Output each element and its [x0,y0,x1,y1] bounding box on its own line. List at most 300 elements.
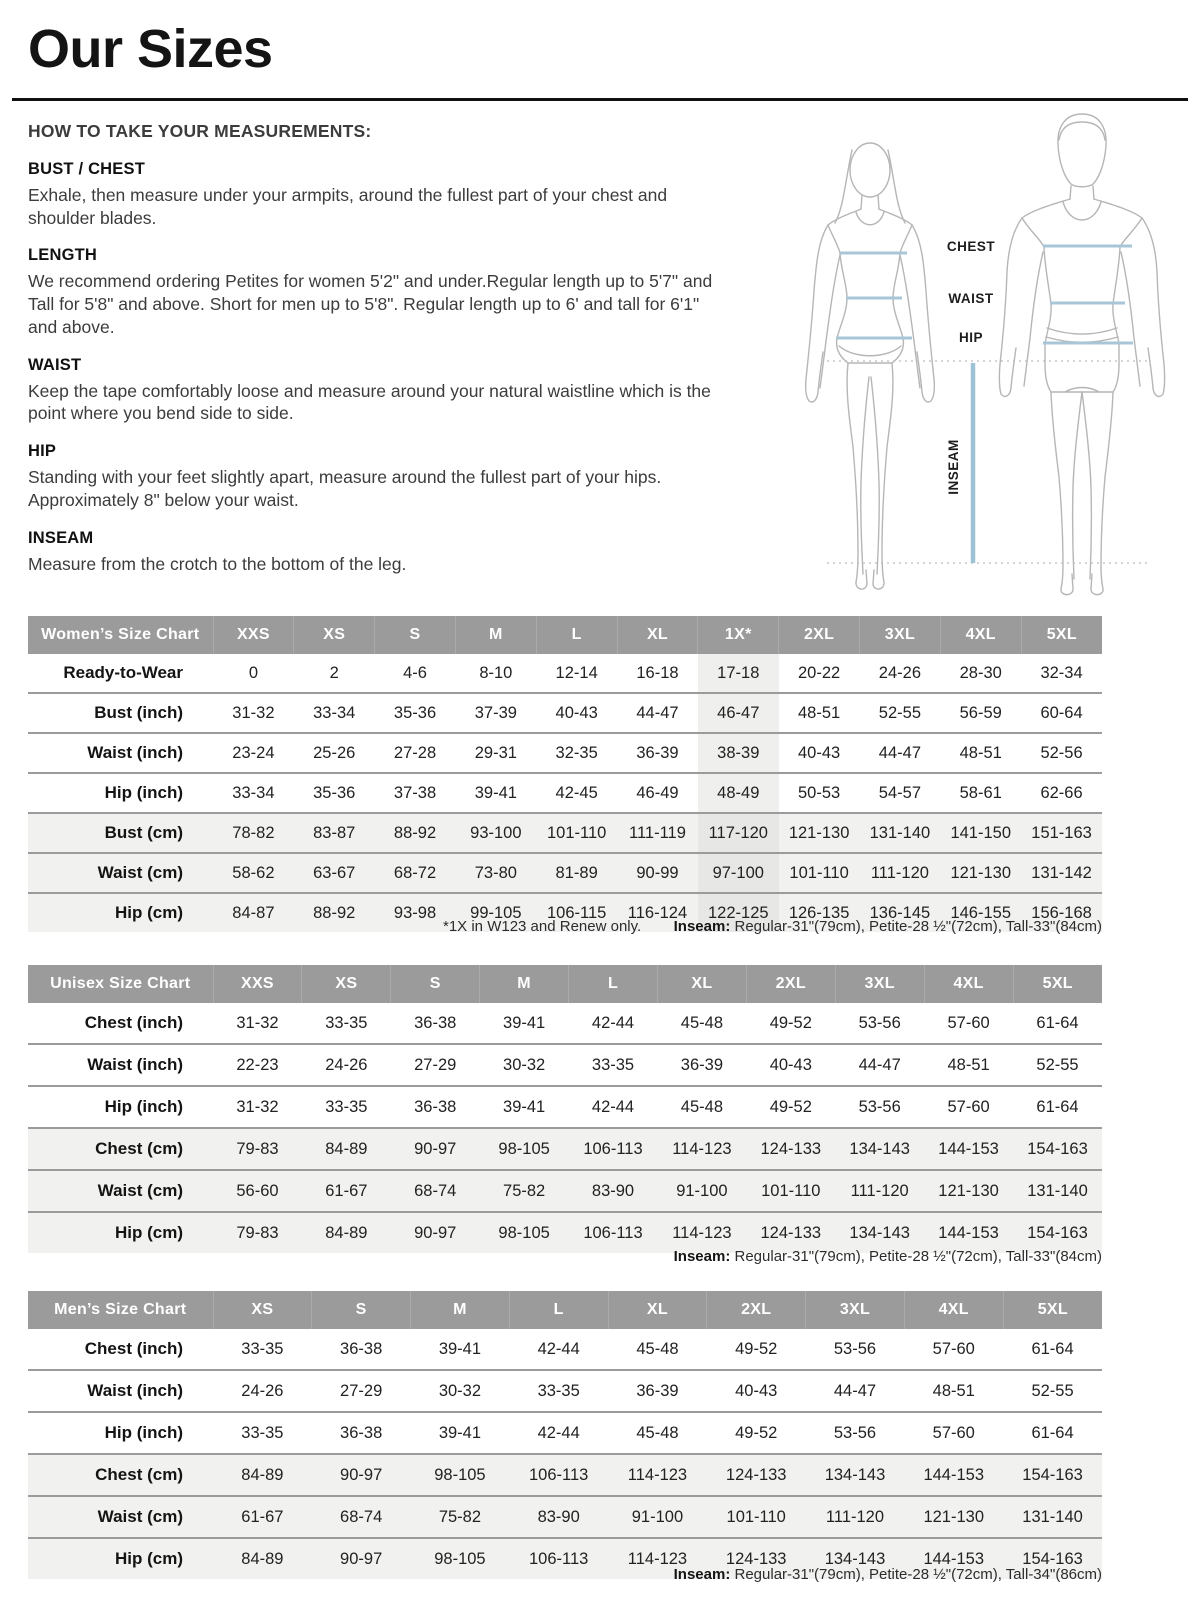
table-row [28,1329,1102,1370]
size-cell: 61-67 [213,1496,312,1538]
size-cell: 28-30 [959,663,1002,682]
size-cell: 111-120 [806,1496,905,1538]
row-label: Waist (inch) [28,733,213,773]
column-header: 4XL [924,965,1013,1003]
female-neck-left [861,195,862,209]
row-label: Hip (cm) [28,893,213,932]
size-cell: 33-35 [569,1044,658,1086]
size-cell: 31-32 [236,1013,279,1032]
size-cell: 53-56 [835,1086,924,1128]
size-cell: 93-100 [455,813,536,853]
size-cell: 24-26 [302,1044,391,1086]
table-row [28,813,1102,853]
size-cell: 131-140 [1013,1170,1102,1212]
row-label: Waist (cm) [28,1496,213,1538]
size-cell: 39-41 [480,1086,569,1128]
column-header: S [312,1291,411,1329]
size-cell: 53-56 [833,1339,877,1358]
section-body: Measure from the crotch to the bottom of the leg. [28,553,407,574]
size-cell: 63-67 [294,853,375,893]
womens-size-table [28,616,1102,932]
instructions-heading: HOW TO TAKE YOUR MEASUREMENTS: [28,121,372,141]
column-header: XS [213,1291,312,1329]
size-cell: 52-55 [1013,1044,1102,1086]
size-cell: 81-89 [536,853,617,893]
column-header: 3XL [835,965,924,1003]
size-cell: 20-22 [797,663,841,682]
female-torso [828,209,912,363]
size-cell: 42-44 [591,1013,635,1032]
size-cell: 33-34 [294,693,375,733]
section-body: Keep the tape comfortably loose and measure around your natural waistline which is the point where you bend side to side. [28,380,711,424]
size-cell: 42-44 [509,1412,608,1454]
size-cell: 58-61 [940,773,1021,813]
size-cell: 27-28 [375,733,456,773]
column-header: 3XL [860,616,941,654]
size-cell: 98-105 [480,1212,569,1253]
size-cell: 121-130 [904,1496,1003,1538]
female-leg-right-inner [871,377,879,574]
column-header: M [455,616,536,654]
size-cell: 31-32 [213,1086,302,1128]
size-cell: 99-105 [455,893,536,932]
column-header: XL [657,965,746,1003]
size-cell: 131-142 [1021,853,1102,893]
one-x-footnote: *1X in W123 and Renew only. [443,918,642,935]
column-header: M [411,1291,510,1329]
size-cell: 56-59 [940,693,1021,733]
column-header: XL [608,1291,707,1329]
size-cell: 124-133 [746,1212,835,1253]
size-cell: 78-82 [213,813,294,853]
table-row [28,1370,1102,1412]
size-cell: 33-35 [302,1086,391,1128]
size-cell: 37-39 [455,693,536,733]
size-cell: 27-29 [391,1044,480,1086]
size-cell: 48-49 [698,773,779,813]
table-row [28,1454,1102,1496]
size-cell: 116-124 [617,893,698,932]
size-cell: 90-97 [391,1128,480,1170]
size-cell: 114-123 [657,1128,746,1170]
size-cell: 25-26 [294,733,375,773]
size-cell: 146-155 [940,893,1021,932]
size-cell: 45-48 [680,1013,723,1032]
size-cell: 126-135 [779,893,860,932]
size-cell: 106-113 [569,1212,658,1253]
male-shorts-waist [1046,337,1118,342]
column-header: 5XL [1003,1291,1102,1329]
size-cell: 57-60 [932,1339,975,1358]
male-figure [999,114,1164,595]
size-cell: 91-100 [657,1170,746,1212]
column-header: XXS [213,965,302,1003]
size-cell: 144-153 [904,1538,1003,1579]
column-header: L [569,965,658,1003]
size-cell: 45-48 [657,1086,746,1128]
size-cell: 48-51 [940,733,1021,773]
size-cell: 33-34 [213,773,294,813]
size-cell: 4-6 [403,663,427,682]
size-cell: 49-52 [769,1013,812,1032]
row-label: Waist (inch) [28,1044,213,1086]
size-cell: 39-41 [503,1013,546,1032]
size-cell: 52-55 [1003,1370,1102,1412]
column-header: XS [294,616,375,654]
row-label: Chest (inch) [84,1339,183,1358]
size-cell: 57-60 [904,1412,1003,1454]
column-header: 4XL [904,1291,1003,1329]
section-body: Standing with your feet slightly apart, measure around the fullest part of your hips. Approximately 8" below your waist. [28,467,662,510]
size-cell: 32-35 [536,733,617,773]
table-header-row [28,616,1102,654]
size-cell: 134-143 [806,1454,905,1496]
size-cell: 73-80 [455,853,536,893]
size-cell: 106-113 [569,1128,658,1170]
size-cell: 2 [329,663,339,682]
section-body: We recommend ordering Petites for women 5'2" and under.Regular length up to 5'7" and Tall for 5'8" and above. Short for men up to 5'8". Regular length up to 6' and tall for 6'1" and above. [28,271,713,337]
inseam-footnote-label: Inseam: [673,1248,731,1265]
male-leg-right [1091,392,1113,595]
row-label: Hip (cm) [28,1538,213,1579]
size-cell: 83-90 [509,1496,608,1538]
size-cell: 44-47 [806,1370,905,1412]
row-label: Hip (cm) [28,1212,213,1253]
table-title: Women’s Size Chart [28,616,213,654]
male-neck-right [1093,186,1094,199]
size-cell: 48-51 [779,693,860,733]
size-cell: 53-56 [806,1412,905,1454]
size-cell: 90-97 [391,1212,480,1253]
size-cell: 83-87 [294,813,375,853]
size-cell: 124-133 [707,1538,806,1579]
table-row [28,1003,1102,1044]
row-label: Hip (inch) [28,1086,213,1128]
size-cell: 57-60 [947,1013,990,1032]
section-heading: BUST / CHEST [28,159,145,178]
column-header: 5XL [1013,965,1102,1003]
size-cell: 29-31 [455,733,536,773]
inseam-label: INSEAM [946,439,961,495]
size-cell: 75-82 [411,1496,510,1538]
row-label: Bust (inch) [28,693,213,733]
size-cell: 61-64 [1036,1013,1079,1032]
column-header: 2XL [779,616,860,654]
inseam-footnote-text: Regular-31"(79cm), Petite-28 ½"(72cm), Tall-34"(86cm) [730,1566,1102,1583]
size-cell: 106-113 [509,1538,608,1579]
size-cell: 114-123 [657,1212,746,1253]
size-cell: 36-39 [617,733,698,773]
row-label: Chest (inch) [84,1013,183,1032]
size-cell: 68-74 [312,1496,411,1538]
column-header: 2XL [746,965,835,1003]
table-row [28,654,1102,693]
size-cell: 144-153 [924,1212,1013,1253]
size-cell: 97-100 [698,853,779,893]
size-cell: 54-57 [860,773,941,813]
unisex-size-table [28,965,1102,1253]
size-cell: 40-43 [779,733,860,773]
female-leg-right [873,363,893,589]
inseam-footnote-label: Inseam: [673,918,731,935]
size-cell: 154-163 [1013,1128,1102,1170]
size-cell: 84-89 [302,1212,391,1253]
size-cell: 44-47 [617,693,698,733]
size-cell: 154-163 [1003,1454,1102,1496]
size-cell: 88-92 [294,893,375,932]
column-header: L [509,1291,608,1329]
row-label: Ready-to-Wear [63,663,183,682]
female-head [850,143,890,197]
table-row [28,1086,1102,1128]
row-label: Hip (inch) [28,773,213,813]
mens-size-chart [28,1291,1102,1579]
instruction-sections [28,160,728,576]
male-leg-right-inner [1082,392,1091,579]
size-cell: 79-83 [213,1128,302,1170]
size-cell: 57-60 [924,1086,1013,1128]
waist-label: WAIST [948,291,994,306]
inseam-footnote-label: Inseam: [673,1566,731,1583]
size-cell: 61-64 [1031,1339,1074,1358]
size-cell: 8-10 [479,663,513,682]
column-header: 2XL [707,1291,806,1329]
column-header: XXS [213,616,294,654]
size-cell: 53-56 [858,1013,901,1032]
size-cell: 61-64 [1003,1412,1102,1454]
size-cell: 88-92 [375,813,456,853]
row-label: Waist (cm) [28,853,213,893]
size-cell: 23-24 [213,733,294,773]
size-cell: 52-56 [1021,733,1102,773]
size-cell: 75-82 [480,1170,569,1212]
female-leg-left [847,363,867,589]
size-cell: 45-48 [636,1339,679,1358]
size-cell: 117-120 [698,813,779,853]
size-cell: 121-130 [779,813,860,853]
size-cell: 48-51 [924,1044,1013,1086]
size-cell: 45-48 [608,1412,707,1454]
column-header: 5XL [1021,616,1102,654]
size-cell: 52-55 [860,693,941,733]
size-cell: 40-43 [746,1044,835,1086]
hip-label: HIP [958,330,984,345]
table-row [28,1170,1102,1212]
size-cell: 90-97 [312,1538,411,1579]
section-heading: INSEAM [28,528,94,547]
female-neckline [856,212,884,225]
size-cell: 17-18 [698,654,779,693]
column-header: L [536,616,617,654]
size-cell: 30-32 [480,1044,569,1086]
size-cell: 154-163 [1013,1212,1102,1253]
female-hair-right [888,150,905,223]
size-cell: 50-53 [779,773,860,813]
size-cell: 40-43 [707,1370,806,1412]
size-cell: 0 [248,663,258,682]
inseam-footnote-text: Regular-31"(79cm), Petite-28 ½"(72cm), Tall-33"(84cm) [730,918,1102,935]
size-cell: 111-119 [617,813,698,853]
unisex-size-chart [28,965,1102,1253]
size-cell: 38-39 [698,733,779,773]
size-cell: 62-66 [1021,773,1102,813]
size-cell: 84-89 [213,1454,312,1496]
male-neck-left [1070,186,1071,199]
column-header: XL [617,616,698,654]
size-cell: 24-26 [213,1370,312,1412]
size-cell: 91-100 [608,1496,707,1538]
inseam-footnote [674,1248,1102,1265]
size-cell: 106-113 [509,1454,608,1496]
size-cell: 42-44 [537,1339,580,1358]
size-cell: 111-120 [835,1170,924,1212]
size-cell: 46-49 [617,773,698,813]
size-cell: 79-83 [213,1212,302,1253]
table-header-row [28,1291,1102,1329]
size-cell: 24-26 [878,663,921,682]
page-title: Our Sizes [28,19,273,79]
size-cell: 144-153 [924,1128,1013,1170]
size-cell: 36-39 [657,1044,746,1086]
female-neck-right [878,195,879,209]
column-header: XS [302,965,391,1003]
size-cell: 22-23 [213,1044,302,1086]
size-cell: 56-60 [213,1170,302,1212]
mens-footnotes [28,1566,1102,1583]
table-title: Unisex Size Chart [28,965,213,1003]
size-cell: 68-72 [375,853,456,893]
size-cell: 98-105 [480,1128,569,1170]
size-cell: 98-105 [411,1538,510,1579]
size-cell: 101-110 [779,853,860,893]
size-cell: 124-133 [746,1128,835,1170]
table-row [28,1412,1102,1454]
male-arm-right-inner [1121,252,1140,386]
inseam-footnote-text: Regular-31"(79cm), Petite-28 ½"(72cm), Tall-33"(84cm) [730,1248,1102,1265]
size-cell: 36-38 [391,1086,480,1128]
size-cell: 40-43 [536,693,617,733]
size-cell: 49-52 [735,1339,778,1358]
size-cell: 39-41 [438,1339,482,1358]
column-header: 1X* [698,616,779,654]
table-header-row [28,965,1102,1003]
size-cell: 84-89 [213,1538,312,1579]
column-header: S [375,616,456,654]
size-cell: 90-97 [312,1454,411,1496]
male-hairline [1059,122,1105,140]
male-head [1058,114,1106,187]
size-cell: 90-99 [617,853,698,893]
size-cell: 114-123 [608,1538,707,1579]
size-cell: 33-35 [325,1013,368,1032]
male-arm-right [1142,218,1165,396]
size-cell: 134-143 [806,1538,905,1579]
size-cell: 36-39 [608,1370,707,1412]
female-figure [806,143,935,589]
size-cell: 49-52 [746,1086,835,1128]
column-header: S [391,965,480,1003]
size-cell: 12-14 [555,663,598,682]
size-cell: 16-18 [636,663,679,682]
size-cell: 136-145 [860,893,941,932]
column-header: 4XL [940,616,1021,654]
size-cell: 42-45 [536,773,617,813]
chest-label: CHEST [946,239,996,254]
male-torso [1022,199,1142,392]
size-cell: 44-47 [835,1044,924,1086]
table-title: Men’s Size Chart [28,1291,213,1329]
size-cell: 35-36 [294,773,375,813]
size-cell: 49-52 [707,1412,806,1454]
size-cell: 58-62 [213,853,294,893]
section-heading: HIP [28,442,57,460]
row-label: Bust (cm) [28,813,213,853]
size-cell: 33-35 [241,1339,284,1358]
male-neckline [1063,202,1101,220]
row-label: Hip (inch) [28,1412,213,1454]
female-arm-right [912,225,934,402]
size-cell: 114-123 [608,1454,707,1496]
female-leg-left-inner [861,377,869,574]
womens-size-chart [28,616,1102,932]
size-cell: 131-140 [1003,1496,1102,1538]
size-cell: 31-32 [213,693,294,733]
size-cell: 39-41 [411,1412,510,1454]
row-label: Waist (cm) [28,1170,213,1212]
size-cell: 36-38 [312,1412,411,1454]
size-cell: 124-133 [707,1454,806,1496]
size-cell: 101-110 [536,813,617,853]
male-arm-left [999,218,1022,396]
size-cell: 32-34 [1040,663,1083,682]
inseam-footnote [674,1566,1102,1583]
measurement-diagram [760,100,1200,600]
size-cell: 44-47 [860,733,941,773]
inseam-footnote [674,918,1102,935]
section-heading: WAIST [28,355,82,374]
size-cell: 33-35 [509,1370,608,1412]
size-cell: 84-89 [302,1128,391,1170]
mens-size-table [28,1291,1102,1579]
measurement-instructions [28,120,728,575]
size-cell: 134-143 [835,1128,924,1170]
female-bikini-line [839,346,901,356]
row-label: Chest (cm) [28,1128,213,1170]
size-cell: 27-29 [312,1370,411,1412]
table-row [28,773,1102,813]
size-cell: 39-41 [455,773,536,813]
size-cell: 106-115 [536,893,617,932]
size-cell: 144-153 [904,1454,1003,1496]
size-cell: 156-168 [1021,893,1102,932]
size-cell: 98-105 [411,1454,510,1496]
unisex-footnotes [28,1248,1102,1265]
size-cell: 93-98 [375,893,456,932]
table-row [28,733,1102,773]
size-cell: 101-110 [746,1170,835,1212]
table-row [28,1128,1102,1170]
section-body: Exhale, then measure under your armpits, around the fullest part of your chest and shoulder blades. [28,184,668,228]
size-cell: 151-163 [1021,813,1102,853]
row-label: Waist (inch) [28,1370,213,1412]
womens-footnotes [28,918,1102,935]
size-cell: 61-67 [302,1170,391,1212]
size-cell: 131-140 [860,813,941,853]
row-label: Chest (cm) [28,1454,213,1496]
size-cell: 154-163 [1003,1538,1102,1579]
female-arm-left [806,225,828,402]
size-cell: 42-44 [569,1086,658,1128]
